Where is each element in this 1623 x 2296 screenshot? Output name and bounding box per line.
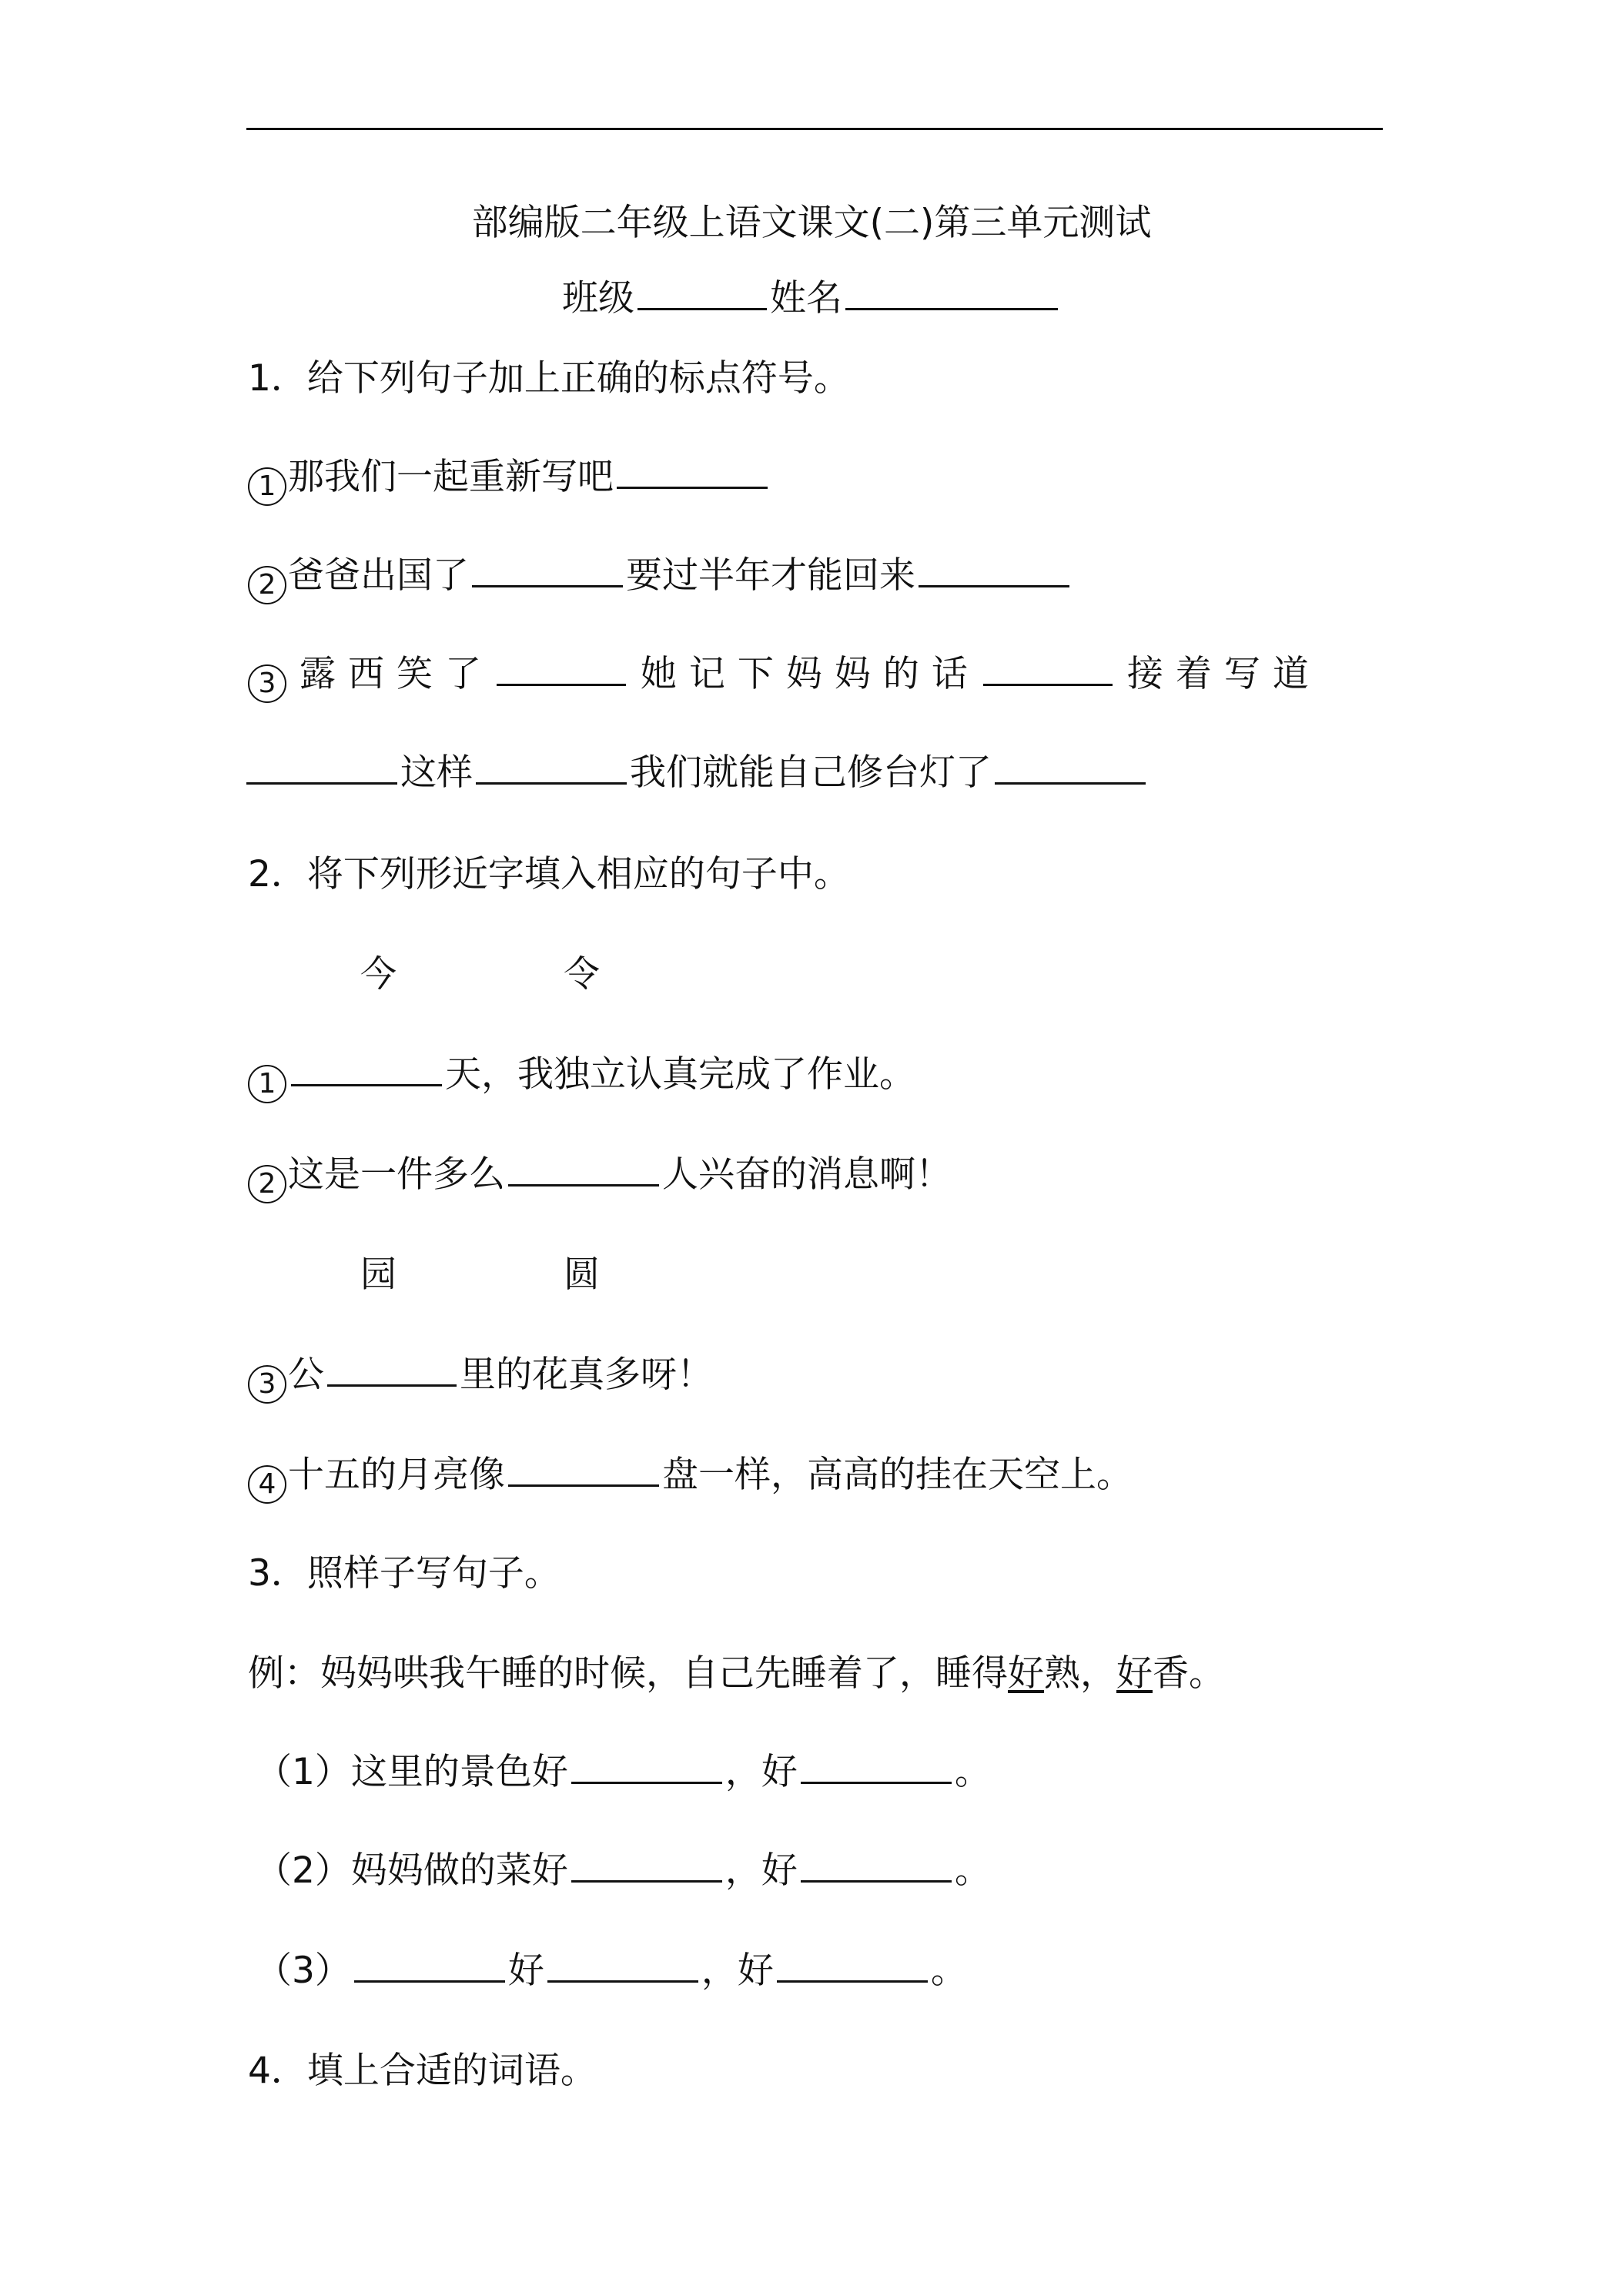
char-option-jin: 今 — [360, 953, 397, 996]
q2-sentence-2 — [248, 1152, 952, 1203]
q2-s1-text: 天，我独立认真完成了作业。 — [445, 1053, 915, 1096]
q1-s3-text-e: 我们就能自己修台灯了 — [630, 751, 992, 794]
q1-sentence-2 — [248, 553, 1073, 604]
q1-s3-blank-2[interactable] — [983, 684, 1113, 686]
circled-number-3: 3 — [248, 1365, 286, 1404]
q1-s3-blank-3[interactable] — [246, 782, 397, 785]
q3-example-text-c: 香。 — [1153, 1652, 1225, 1695]
q3-i3-blank-1[interactable] — [354, 1980, 505, 1983]
q3-example-underlined-1: 好 — [1008, 1652, 1044, 1695]
q2-s3-text-b: 里的花真多呀！ — [460, 1354, 713, 1396]
q1-title: 1．给下列句子加上正确的标点符号。 — [248, 357, 850, 400]
name-label: 姓名 — [770, 277, 842, 320]
q3-i3-text-d: 。 — [930, 1950, 967, 1992]
q3-i2-blank-1[interactable] — [571, 1880, 722, 1883]
q1-s1-text: 那我们一起重新写吧 — [288, 456, 614, 498]
q2-title: 2．将下列形近字填入相应的句子中。 — [248, 853, 850, 895]
q2-sentence-1 — [248, 1052, 915, 1103]
q3-i2-blank-2[interactable] — [801, 1880, 952, 1883]
q2-sentence-4 — [248, 1452, 1133, 1504]
student-info-line — [0, 276, 1623, 322]
q2-s4-text-b: 盘一样，高高的挂在天空上。 — [662, 1454, 1133, 1496]
q1-s3-text-c: 接着写道 — [1126, 653, 1321, 695]
q3-i1-text-c: 。 — [954, 1751, 991, 1793]
q1-sentence-1 — [248, 454, 771, 506]
q1-s3-blank-4[interactable] — [476, 782, 627, 785]
class-label: 班级 — [562, 277, 634, 320]
q2-s4-blank[interactable] — [508, 1484, 659, 1487]
q3-item-3 — [256, 1948, 967, 1994]
q3-i1-text-b: ，好 — [724, 1751, 798, 1793]
q3-i3-text-b: 好 — [507, 1950, 544, 1992]
q3-i1-text-a: （1）这里的景色好 — [256, 1751, 568, 1793]
circled-number-4: 4 — [248, 1465, 286, 1504]
q3-item-1 — [256, 1749, 991, 1796]
q2-s1-blank[interactable] — [291, 1084, 442, 1086]
class-blank[interactable] — [637, 308, 767, 310]
q1-s3-text-a: 露西笑了 — [299, 653, 494, 695]
q3-i2-text-a: （2）妈妈做的菜好 — [256, 1849, 568, 1892]
q1-s3-text-b: 她记下妈妈的话 — [640, 653, 980, 695]
q3-example — [248, 1651, 1225, 1697]
q1-s2-text-a: 爸爸出国了 — [288, 554, 469, 597]
q3-i3-text-a: （3） — [256, 1950, 351, 1992]
q3-i2-text-b: ，好 — [724, 1849, 798, 1892]
q2-s3-text-a: 公 — [288, 1354, 324, 1396]
q2-s3-blank[interactable] — [327, 1384, 457, 1387]
q3-example-text-a: 例：妈妈哄我午睡的时候，自己先睡着了，睡得 — [248, 1652, 1008, 1695]
q2-s2-text-a: 这是一件多么 — [288, 1153, 505, 1196]
q2-s4-text-a: 十五的月亮像 — [288, 1454, 505, 1496]
q3-example-text-b: 熟， — [1044, 1652, 1116, 1695]
q3-i3-blank-3[interactable] — [777, 1980, 928, 1983]
q3-i3-blank-2[interactable] — [547, 1980, 698, 1983]
q1-sentence-3 — [248, 651, 1321, 703]
circled-number-2: 2 — [248, 1165, 286, 1203]
q3-i2-text-c: 。 — [954, 1849, 991, 1892]
top-rule — [246, 128, 1383, 130]
q2-s2-text-b: 人兴奋的消息啊！ — [662, 1153, 952, 1196]
q3-item-2 — [256, 1848, 991, 1894]
q3-title: 3．照样子写句子。 — [248, 1552, 561, 1595]
q3-i1-blank-2[interactable] — [801, 1782, 952, 1784]
circled-number-2: 2 — [248, 566, 286, 604]
q4-title: 4．填上合适的词语。 — [248, 2050, 597, 2092]
q1-s3-blank-5[interactable] — [995, 782, 1146, 785]
q1-s3-text-d: 这样 — [400, 751, 473, 794]
circled-number-3: 3 — [248, 664, 286, 703]
q3-i3-text-c: ，好 — [701, 1950, 774, 1992]
char-option-ling: 令 — [564, 953, 600, 996]
q1-s3-blank-1[interactable] — [497, 684, 626, 686]
q2-sentence-3 — [248, 1352, 713, 1404]
circled-number-1: 1 — [248, 1065, 286, 1103]
q2-s2-blank[interactable] — [508, 1184, 659, 1186]
q1-s1-blank-1[interactable] — [617, 487, 768, 489]
circled-number-1: 1 — [248, 467, 286, 506]
char-option-yuan1: 园 — [360, 1253, 397, 1296]
q1-sentence-3-cont — [246, 750, 1149, 796]
char-option-yuan2: 圆 — [564, 1253, 600, 1296]
q3-example-underlined-2: 好 — [1116, 1652, 1153, 1695]
page-title: 部编版二年级上语文课文(二)第三单元测试 — [471, 202, 1152, 244]
q1-s2-text-b: 要过半年才能回来 — [626, 554, 915, 597]
name-blank[interactable] — [845, 308, 1058, 310]
q1-s2-blank-2[interactable] — [919, 585, 1069, 587]
q3-i1-blank-1[interactable] — [571, 1782, 722, 1784]
q1-s2-blank-1[interactable] — [472, 585, 623, 587]
